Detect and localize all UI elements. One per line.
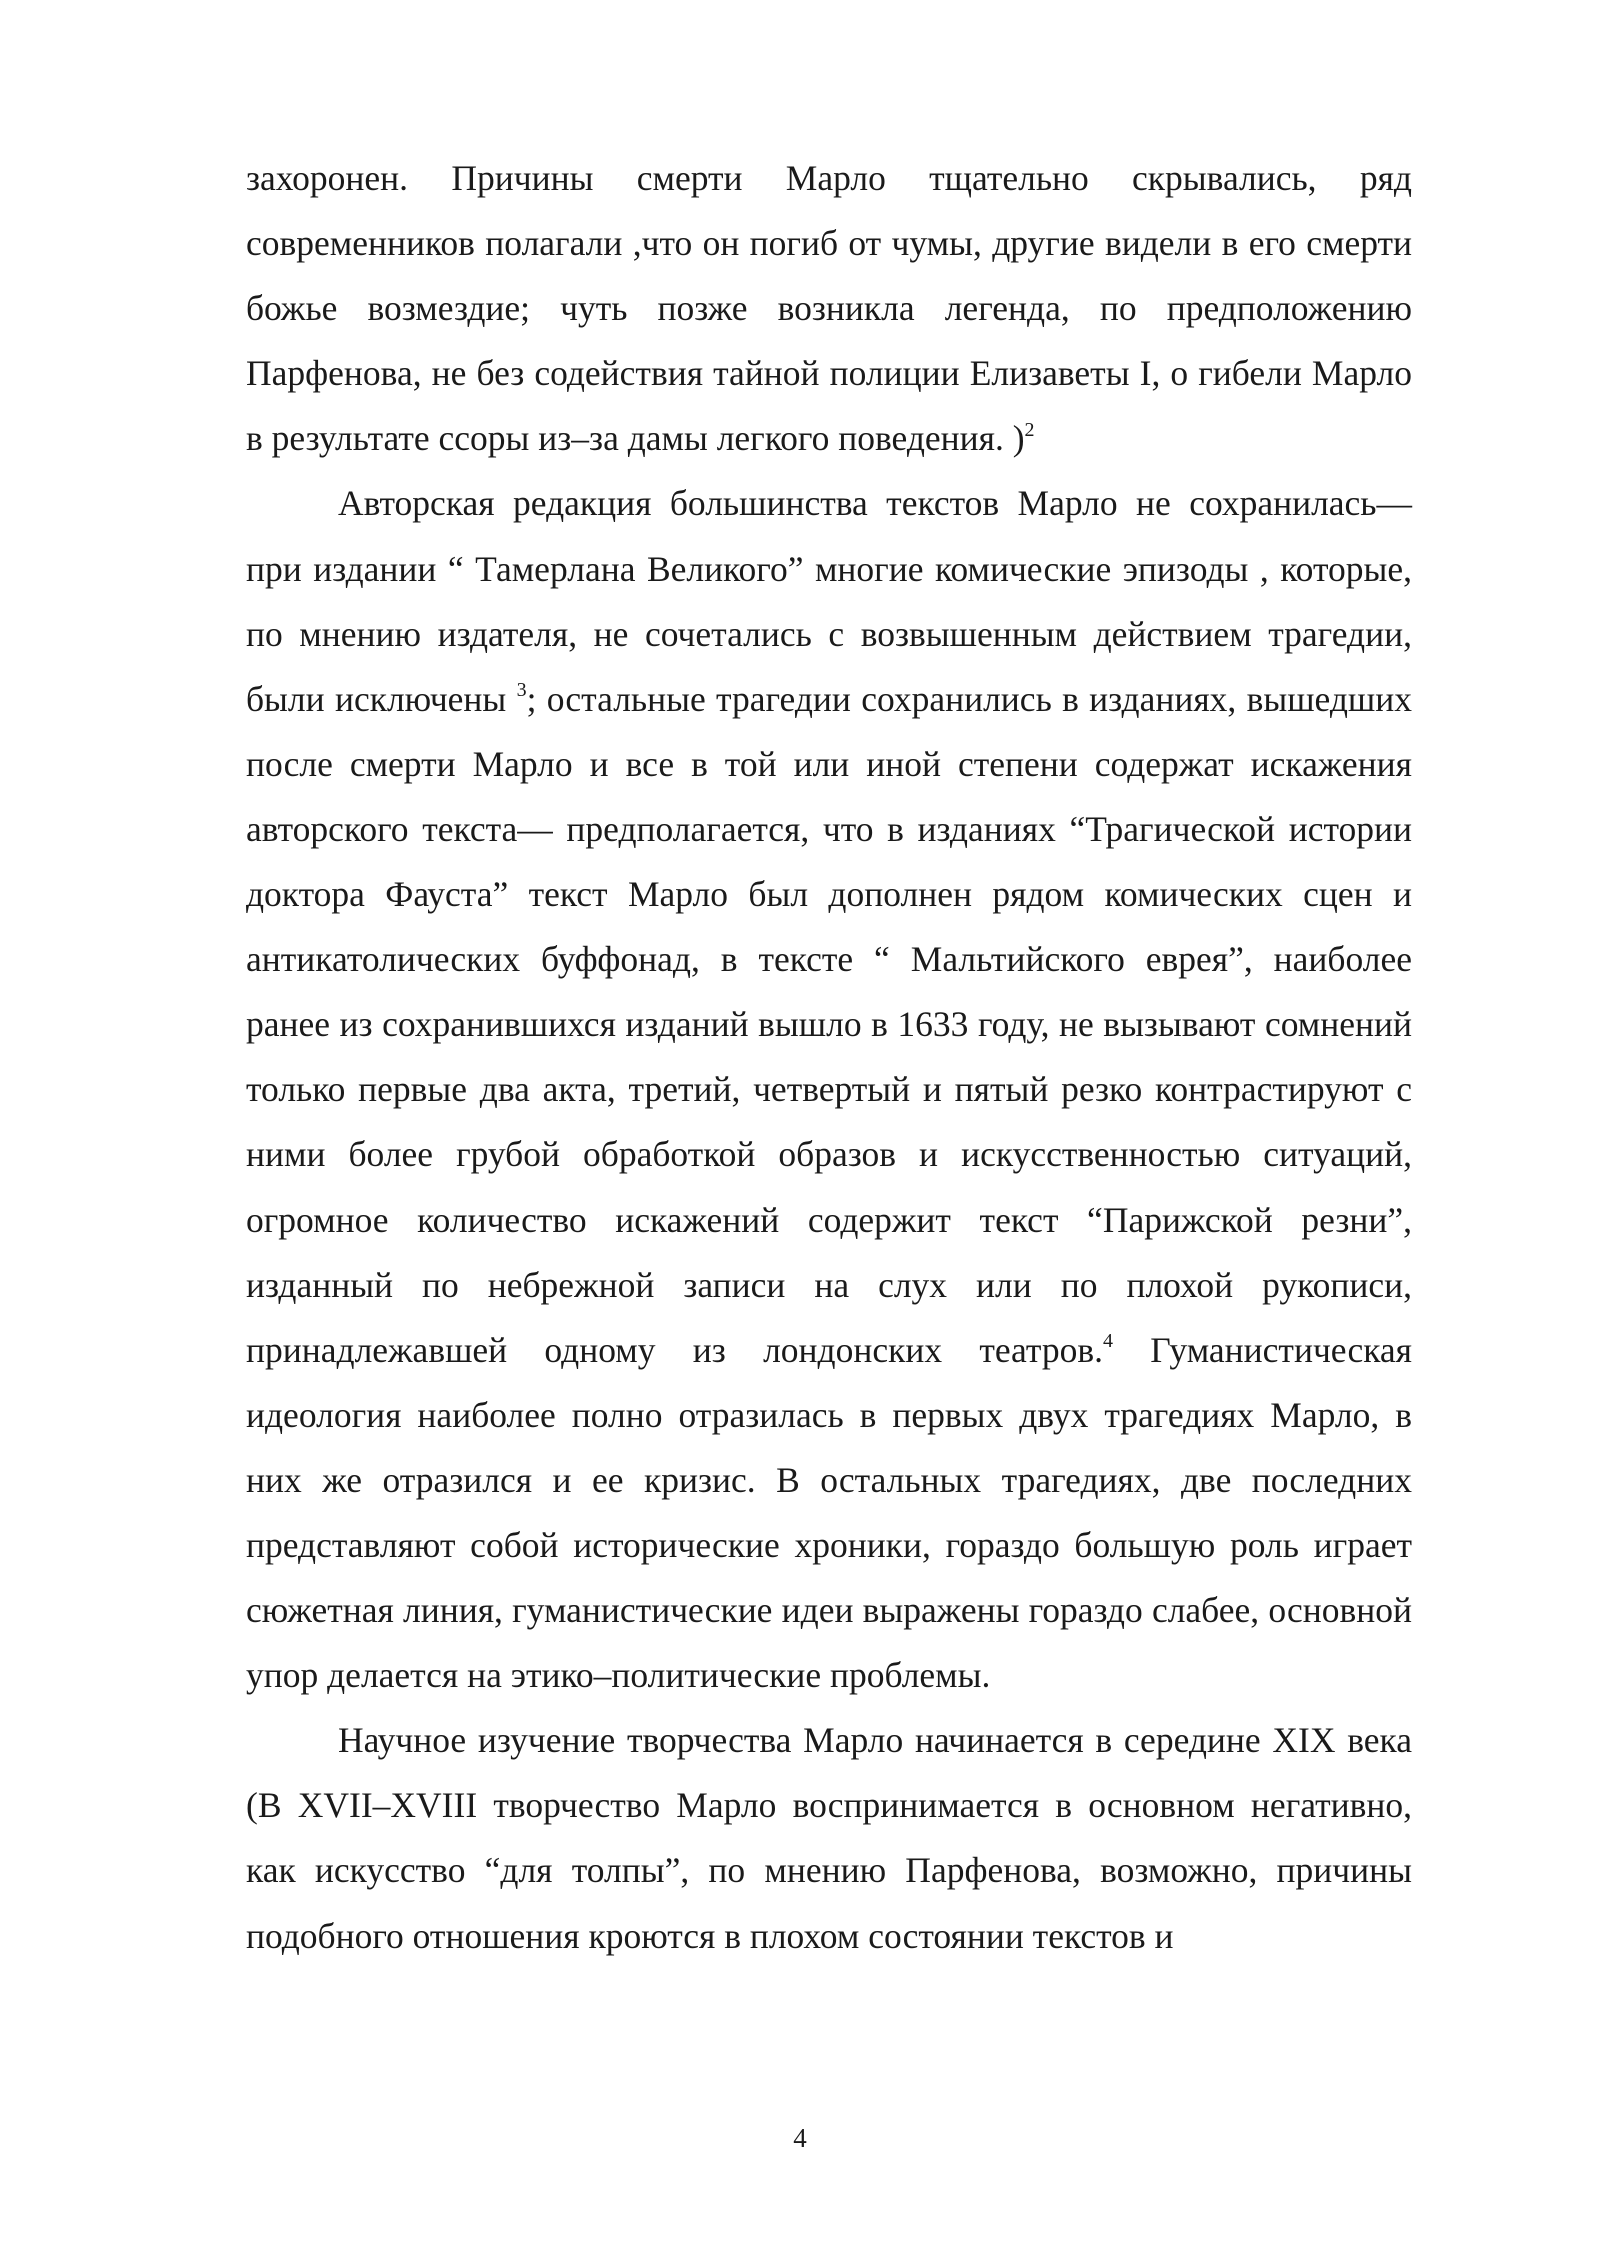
page-number: 4 xyxy=(793,2123,807,2153)
paragraph-2-text-2: ; остальные трагедии сохранились в изданиях, вышедших после смерти Марло и все в той или иной степени содержат искажения авторского текста— предполагается, что в изданиях “Трагической истории доктора Фауста” текст Марло был дополнен рядом комических сцен и антикатолических буффонад, в тексте “ Мальтийского еврея”, наиболее ранее из сохранившихся изданий вышло в 1633 году, не вызывают сомнений только первые два акта, третий, четвертый и пятый резко контрастируют с ними более грубой обработкой образов и искусственностью ситуаций, огромное количество искажений содержит текст “Парижской резни”, изданный по небрежной записи на слух или по плохой рукописи, принадлежавшей одному из лондонских театров. xyxy=(246,678,1412,1370)
paragraph-3 xyxy=(246,1708,1412,1968)
paragraph-1-text-1: захоронен. Причины смерти Марло тщательно скрывались, ряд современников полагали ,что он погиб от чумы, другие видели в его смерти божье возмездие; чуть позже возникла легенда, по предположению Парфенова, не без содействия тайной полиции Елизаветы I, о гибели Марло в результате ссоры из–за дамы легкого поведения. ) xyxy=(246,158,1412,459)
paragraph-3-text-1: Научное изучение творчества Марло начинается в середине XIX века (В XVII–XVIII творчество Марло воспринимается в основном негативно, как искусство “для толпы”, по мнению Парфенова, возможно, причины подобного отношения кроются в плохом состоянии текстов и xyxy=(246,1720,1412,1956)
footnote-ref-3: 3 xyxy=(516,678,527,701)
paragraph-1 xyxy=(246,146,1412,471)
footnote-ref-4: 4 xyxy=(1102,1329,1113,1352)
paragraph-2-text-3: Гуманистическая идеология наиболее полно отразилась в первых двух трагедиях Марло, в них же отразился и ее кризис. В остальных трагедиях, две последних представляют собой исторические хроники, гораздо большую роль играет сюжетная линия, гуманистические идеи выражены гораздо слабее, основной упор делается на этико–политические проблемы. xyxy=(246,1329,1412,1696)
body-text xyxy=(246,146,1412,1969)
paragraph-2-text-1: Авторская редакция большинства текстов Марло не сохранилась— при издании “ Тамерлана Великого” многие комические эпизоды , которые, по мнению издателя, не сочетались с возвышенным действием трагедии, были исключены xyxy=(246,483,1412,719)
paragraph-2 xyxy=(246,471,1412,1708)
footnote-ref-2: 2 xyxy=(1024,418,1035,441)
